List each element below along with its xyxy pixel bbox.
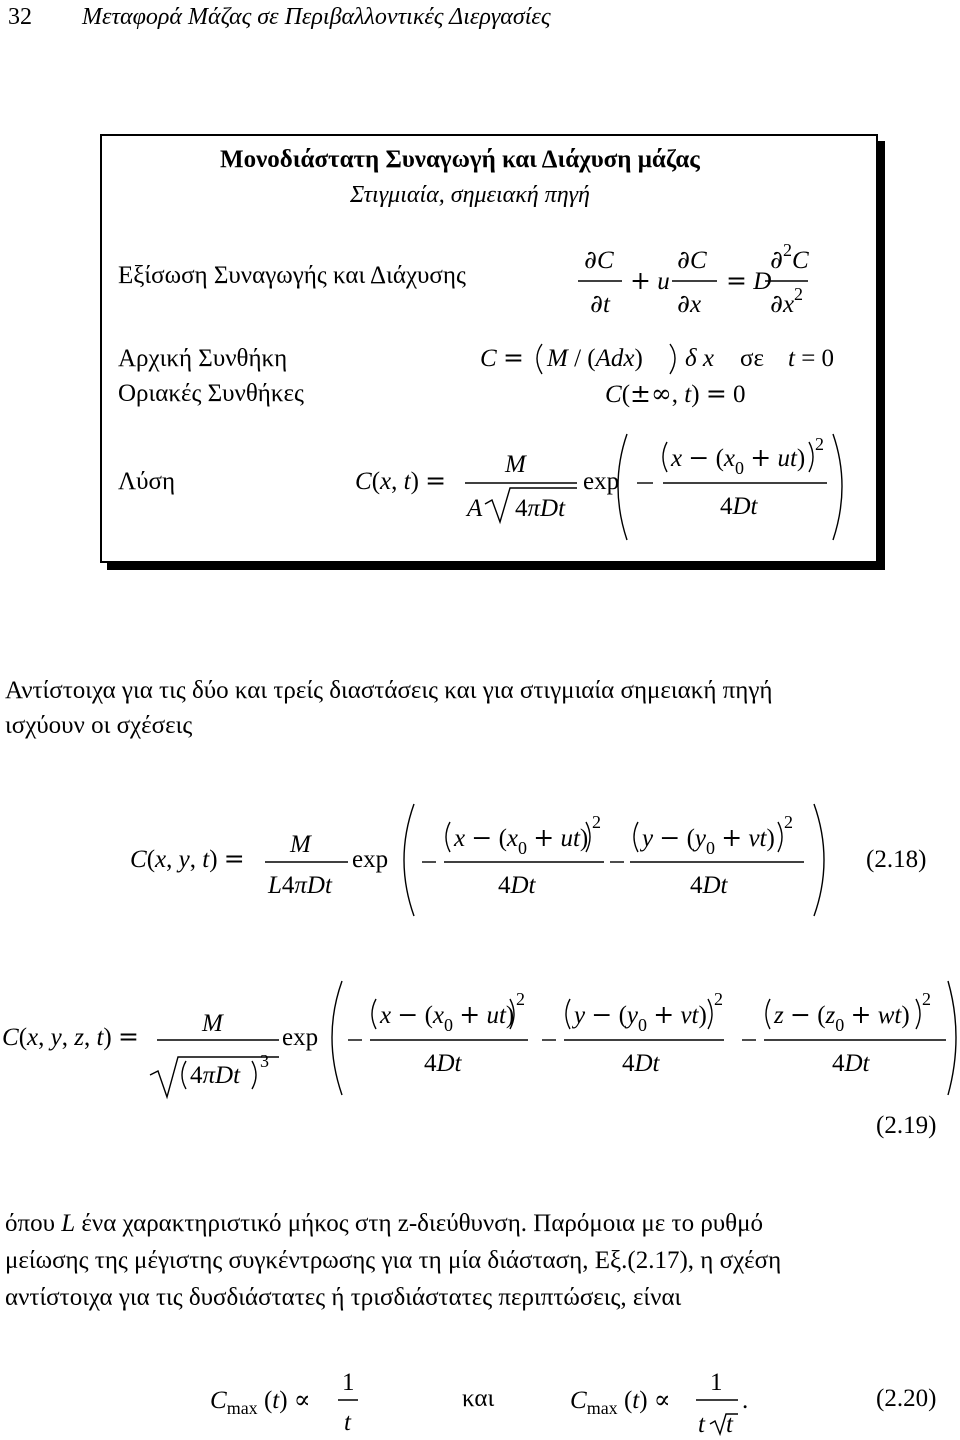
svg-text:y − (y0 + vt): $y - (y_0 + vt)$ <box>574 1000 707 1035</box>
paragraph-line: μείωσης της μέγιστης συγκέντρωσης για τη μία διάσταση, Εξ.(2.17), η σχέση <box>5 1247 782 1274</box>
svg-text:Cmax (t) ∝: $C_{max}$ (t) ∝ <box>210 1385 311 1418</box>
box-title: Μονοδιάστατη Συναγωγή και Διάχυση μάζας <box>220 146 700 173</box>
svg-text:= D: = D <box>726 266 772 295</box>
svg-text:3: 3 <box>260 1051 269 1071</box>
svg-text:∂2C: ∂$^2$C <box>770 240 809 274</box>
max-concentration-3d-equation <box>570 1360 790 1440</box>
paragraph-line: όπου L ένα χαρακτηριστικό μήκος στη z-διεύθυνση. Παρόμοια με το ρυθμό <box>5 1210 764 1237</box>
svg-text:1: 1 <box>342 1369 355 1396</box>
equation-number: (2.20) <box>876 1385 937 1412</box>
svg-text:M / (Adx): M / (Adx) <box>547 345 643 372</box>
svg-text:4Dt: 4Dt <box>498 872 536 899</box>
svg-text:exp: exp <box>352 846 389 873</box>
svg-text:2: 2 <box>784 812 793 832</box>
svg-text:x − (x0 + ut): $x - (x_0 + ut)$ <box>671 443 806 478</box>
svg-text:2: 2 <box>592 812 601 832</box>
svg-text:Cmax (t) ∝: $C_{max}$ (t) ∝ <box>570 1385 671 1418</box>
svg-text:x − (x0 + ut): $x - (x_0 + ut)$ <box>380 1000 515 1035</box>
solution-label: Λύση <box>118 468 176 495</box>
solution-1d-equation <box>355 428 855 548</box>
svg-text:A: A <box>467 495 483 522</box>
svg-text:4πDt: 4πDt <box>515 495 566 522</box>
svg-text:∂C: ∂C <box>677 245 707 274</box>
svg-text:∂x2: $\partial x^2$ <box>770 284 804 318</box>
svg-text:+ u: + u <box>630 266 670 295</box>
svg-text:y − (y0 + vt): $y - (y_0 + vt)$ <box>642 823 775 858</box>
paragraph-line: ισχύουν οι σχέσεις <box>5 712 193 739</box>
svg-text:M: M <box>202 1010 223 1037</box>
svg-text:x − (x0 + ut): $x - (x_0 + ut)$ <box>454 823 589 858</box>
svg-text:t: t <box>726 1411 733 1438</box>
svg-text:M: M <box>290 831 311 858</box>
equation-number: (2.19) <box>876 1112 937 1139</box>
svg-text:C(x, t) =: C(x, t) = <box>355 466 447 495</box>
svg-text:z − (z0 + wt): $z - (z_0 + wt)$ <box>774 1000 910 1035</box>
svg-text:∂C: ∂C <box>584 245 614 274</box>
svg-text:.: . <box>742 1387 749 1414</box>
svg-text:t: t <box>698 1411 705 1438</box>
svg-text:t = 0: t = 0 <box>788 345 835 372</box>
svg-text:2: 2 <box>516 989 525 1009</box>
svg-text:exp: exp <box>583 468 620 495</box>
boundary-condition-equation <box>605 372 765 416</box>
svg-text:2: 2 <box>815 434 824 454</box>
svg-text:C(x, y, z, t) =: C(x, y, z, t) = <box>2 1022 139 1051</box>
svg-text:C(x, y, t) =: C(x, y, t) = <box>130 844 245 873</box>
svg-text:4Dt: 4Dt <box>720 493 758 520</box>
svg-text:∂x: ∂x <box>677 289 702 318</box>
svg-text:C(±∞, t) = 0: C(±∞, t) = 0 <box>605 379 746 408</box>
initial-condition-label: Αρχική Συνθήκη <box>118 345 288 372</box>
box-subtitle: Στιγμιαία, σημειακή πηγή <box>350 182 590 208</box>
and-word: και <box>462 1385 495 1412</box>
svg-text:∂t: ∂t <box>590 289 610 318</box>
svg-text:exp: exp <box>282 1024 319 1051</box>
svg-text:C =: C = <box>480 343 524 372</box>
running-title: Μεταφορά Μάζας σε Περιβαλλοντικές Διεργασίες <box>82 4 551 30</box>
svg-text:1: 1 <box>710 1369 723 1396</box>
paragraph-line: αντίστοιχα για τις δυσδιάστατες ή τρισδιάστατες περιπτώσεις, είναι <box>5 1284 682 1311</box>
equation-number: (2.18) <box>866 846 927 873</box>
svg-text:t: t <box>344 1409 351 1436</box>
svg-text:δ x: δ x <box>685 345 714 372</box>
svg-text:M: M <box>505 451 526 478</box>
svg-text:2: 2 <box>714 989 723 1009</box>
svg-text:4Dt: 4Dt <box>832 1050 870 1077</box>
svg-text:4Dt: 4Dt <box>622 1050 660 1077</box>
paragraph-line: Αντίστοιχα για τις δύο και τρείς διαστάσεις και για στιγμιαία σημειακή πηγή <box>5 677 773 704</box>
svg-text:4Dt: 4Dt <box>424 1050 462 1077</box>
page-number: 32 <box>8 4 32 30</box>
advection-diffusion-equation <box>560 238 820 328</box>
svg-text:4πDt: 4πDt <box>190 1062 241 1089</box>
equation-label: Εξίσωση Συναγωγής και Διάχυσης <box>118 262 466 289</box>
svg-text:4Dt: 4Dt <box>690 872 728 899</box>
sigma-word: σε <box>740 345 764 372</box>
svg-text:L4πDt: L4πDt <box>268 872 332 899</box>
solution-3d-equation <box>2 975 960 1105</box>
boundary-condition-label: Οριακές Συνθήκες <box>118 380 304 407</box>
solution-2d-equation <box>130 800 850 920</box>
svg-text:2: 2 <box>922 989 931 1009</box>
